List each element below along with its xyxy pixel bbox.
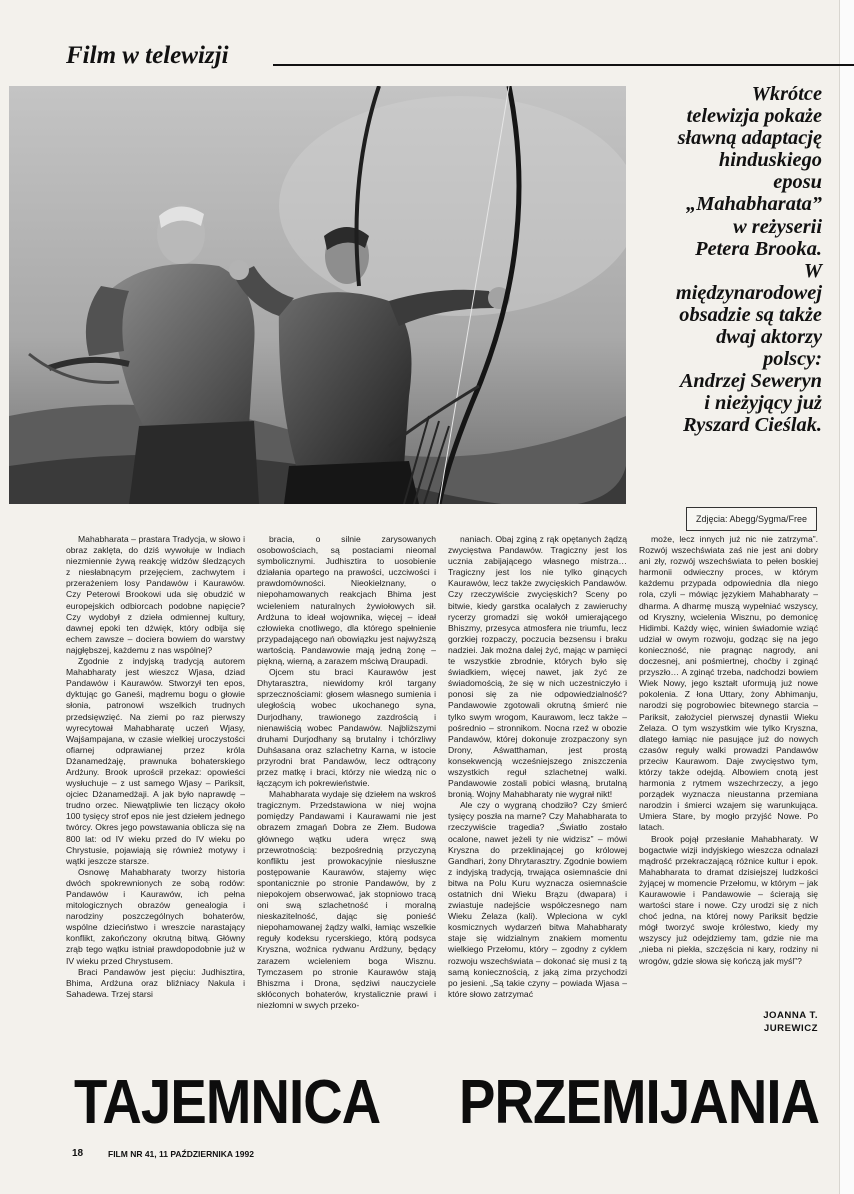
paragraph: Osnowę Mahabharaty tworzy historia dwóch spokrewnionych ze sobą rodów: Pandawów i Kaurawów, ich pełna mitologicznych obrazów genealogia i narodziny poszczególnych bohaterów, wspólne dzieciństwo i wreszcie narastający konflikt, zakończony okrutną bitwą. Główny zrąb tego wątku istniał prawdopodobnie już w IV wieku przed Chrystusem. [66,866,245,966]
author-name-line-2: JUREWICZ [763,1022,818,1034]
article-column-1 [66,534,245,1054]
headline-word-2: PRZEMIJANIA [459,1068,820,1137]
lead-line: telewizja pokaże [686,105,822,128]
lead-line: w reżyserii [733,215,822,238]
lead-line: hinduskiego [718,149,822,172]
article-headline [66,1066,818,1140]
lead-line: międzynarodowej [675,281,822,304]
paragraph: Braci Pandawów jest pięciu: Judhisztira, Bhima, Ardżuna oraz bliźniacy Nakula i Sahadewa. Trzej starsi [66,966,245,999]
paragraph: Zgodnie z indyjską tradycją autorem Mahabharaty jest wieszcz Wjasa, dziad Pandawów i Kaurawów. Stworzył ten epos, dyktując go Ganeśi, mądremu bogu o głowie słonia, patronowi wszelkich trudnych przedsięwzięć. Na ziemi po raz pierwszy wyrecytował Mahabharatę uczeń Wjasy, Wajśampajana, w czasie wielkiej uroczystości ofiarnej odprawianej przez króla Dżanamedżaję, prawnuka bohaterskiego Ardżuny. Brook uprościł przekaz: opowieści wysłuchuje – z ust samego Wjasy – Pariksit, ojciec Dżanamedżaji. A jak było naprawdę – trudno orzec. Niewątpliwie ten liczący około 100 tysięcy strof epos nie jest dziełem jednego twórcy. Okres jego powstawania oblicza się na 800 lat: od IV wieku przed do IV wieku po Chrystusie, pojawiają się również motywy i wątki jeszcze starsze. [66,656,245,866]
article-column-2 [257,534,436,1054]
lead-line: Andrzej Seweryn [679,370,822,393]
paragraph: bracia, o silnie zarysowanych osobowościach, są postaciami nieomal symbolicznymi. Judhisztira to uosobienie działania opartego na prawości, uczciwości i prawdomówności. Nieokiełznany, o niepohamowanych reakcjach Bhima jest wcieleniem naturalnych żywiołowych sił. Ardżuna to ideał wojownika, więcej – ideał człowieka cnotliwego, dla którego spełnienie przypadającego nań obowiązku jest najwyższą wartością. Pandawowie mają jedną żonę – piękną, wierną, a zarazem mściwą Draupadi. [257,534,436,667]
paragraph: Mahabharata – prastara Tradycja, w słowo i obraz zaklęta, do dziś wywołuje w Indiach niezmiennie żywą reakcję widzów śledzących z niesłabnącym przejęciem, zachwytem i przerażeniem losy Pandawów i Kaurawów. Czy Peterowi Brookowi uda się obudzić w europejskich odbiorcach podobne napięcie? Czy wydobył z dzieła odmiennej kultury, dawnej epoki ten dźwięk, który odbija się echem zawsze – dociera bowiem do warstwy najgłębszej, każdemu z nas wspólnej? [66,534,245,655]
lead-line: obsadzie są także [679,303,822,326]
page-edge [839,0,854,1194]
paragraph: Mahabharata wydaje się dziełem na wskroś tragicznym. Przedstawiona w niej wojna pomiędzy Pandawami i Kaurawami nie jest obrazem zmagań Dobra ze Złem. Budowa głównego wątku udera wręcz swą przewrotnością: bezpośrednią przyczyną konfliktu jest prowokacyjnie niesłuszne postępowanie Kaurawów, stajemy więc spontanicznie po stronie Pandawów, by z niepokojem obserwować, jak stopniowo tracą oni swą szlachetność i moralną nieskazitelność, dając się ponieść niepohamowanej żądzy walki, łamiąc wszelkie reguły kodeksu rycerskiego, którą podsyca Kryszna, woźnica rydwanu Ardżuny, będący zarazem wcieleniem boga Wisznu. Tymczasem po stronie Kaurawów stają Bhiszma i Drona, sędziwi nauczyciele skłóconych bohaterów, krystalicznie prawi i niezłomni w swych przeko- [257,789,436,1010]
section-rule [273,64,854,66]
film-still-photo [9,86,626,504]
paragraph: naniach. Obaj zginą z rąk opętanych żądzą zwycięstwa Pandawów. Tragiczny jest los ucznia zabijającego własnego mistrza… Tragiczny jest los nie tylko ginących Kaurawów, lecz także zwycięskich Pandawów. Czy rzeczywiście zwycięskich? Sceny po bitwie, kiedy garstka ocalałych z zawieruchy rycerzy gromadzi się wokół umierającego Bhiszmy, przesyca atmosfera nie triumfu, lecz gorzkiej rozpaczy, poczucia bezsensu i braku nadziei. Jak można dalej żyć, mając w pamięci te wszystkie zbrodnie, których było się świadkiem, więcej nawet, jak żyć ze świadomością, że się w nich uczestniczyło i ponosi się za nie odpowiedzialność? Pandawowie zgotowali okrutną śmierć nie tylko swym wrogom, Kaurawom, lecz także – pośrednio – stronnikom. Nocna rzeź w obozie Pandawów, której dokonuje zrozpaczony syn Drony, Aśwatthaman, jest prostą konsekwencją wcześniejszego zniszczenia wszystkich reguł szlachetnej walki. Pandawowie zostali pobici własną, brutalną bronią. Wojny Mahabharaty nie wygrał nikt! [448,534,627,800]
headline-word-1: TAJEMNICA [74,1068,381,1137]
lead-paragraph [622,83,822,437]
section-title: Film w telewizji [66,42,229,69]
archers-photo-illustration [9,86,626,504]
article-column-3 [448,534,627,1054]
page-number: 18 [72,1148,84,1159]
paragraph: Brook pojął przesłanie Mahabharaty. W bogactwie wizji indyjskiego wieszcza odnalazł mądrość przekraczającą różnice kultur i epok. Mahabharata to dramat dzisiejszej ludzkości żyjącej w momencie Przełomu, w którym – jak Kaurawowie i Pandawowie – ścierają się wartości stare i nowe. Czy urodzi się z nich choć jedna, na której nowy Pariksit będzie mógł tworzyć swoje królestwo, kiedy my wszyscy już odejdziemy tam, gdzie nie ma „nieba ni piekła, szczęścia ni kary, rodziny ni wrogów, gdzie słowa się kończą jak myśl”? [639,833,818,966]
publication-info: FILM NR 41, 11 PAŹDZIERNIKA 1992 [108,1149,254,1159]
author-name-line-1: JOANNA T. [763,1010,818,1021]
lead-line: Petera Brooka. [695,237,822,260]
lead-line: i nieżyjący już [704,392,822,415]
paragraph: może, lecz innych już nic nie zatrzyma”. Rozwój wszechświata zaś nie jest ani dobry ani zły, rozwój wszechświata to pełen boskiej harmonii odwieczny proces, w którym każdemu przypada odpowiednia dla niego rola, czyli – mówiąc językiem Mahabharaty – dharma. A dharmę muszą wypełniać wszyscy, od Kryszny, wcielenia Wisznu, po demonicę Hidimbi. Każdy więc, winien świadomie wziąć udział w owym rozwoju, godząc się na jego konieczność, nie pragnąc nagrody, ani doczesnej, ani pośmiertnej, choćby i zginąć przyszło… A zginąć trzeba, nadchodzi bowiem Wiek Nowy, jego kształt uformują już nowe pokolenia. Z łona Uttary, żony Abhimanju, narodzi się pogrobowiec bitewnego starcia – Pariksit, założyciel pierwszej dynastii Wieku Żelaza. O tym wszystkim wie tylko Kryszna, dlatego łamiąc nie pasujące już do nowych czasów reguły walki prowadzi Pandawów przeciw Kaurawom. Daje zwycięstwo tym, którzy także odejdą. Albowiem cnotą jest harmonia z rytmem wszechrzeczy, a jego porządek wyznacza nieustanna przemiana narodzin i śmierci wzajem się warunkująca. Umiera Stare, by mogło przyjść Nowe. Po latach. [639,534,818,833]
article-body [66,534,818,1054]
author-byline [700,1010,818,1035]
lead-line: sławną adaptację [677,127,822,150]
lead-line: Ryszard Cieślak. [683,414,822,437]
lead-line: eposu [773,171,822,194]
lead-line: Wkrótce [751,83,822,105]
lead-line: W [803,259,822,282]
photo-credit: Zdjęcia: Abegg/Sygma/Free [686,507,817,531]
section-header [66,42,836,74]
lead-line: „Mahabharata” [686,193,822,216]
lead-line: polscy: [763,348,822,371]
article-column-4 [639,534,818,1054]
paragraph: Ojcem stu braci Kaurawów jest Dhytarasztra, niewidomy król targany sprzecznościami: głosem własnego sumienia i uległością wobec ukochanego syna, Durjodhany, trawionego zazdrością i nienawiścią wobec Pandawów. Najbliższymi druhami Durjodhany są brutalny i tchórzliwy Duhśasana oraz szlachetny Karna, w istocie przyrodni brat Pandawów, lecz odtrącony przez matkę i braci, którzy nie wiedzą nic o łączącym ich pokrewieństwie. [257,667,436,789]
page-footer [66,1148,466,1162]
lead-line: dwaj aktorzy [716,326,822,349]
paragraph: Ale czy o wygraną chodziło? Czy śmierć tysięcy poszła na marne? Czy Mahabharata to rzeczywiście tragedia? „Światło zostało ocalone, nawet jeżeli ty nie widzisz” – mówi Kryszna do przeklinającej go królowej Gandhari, żony Dhrytarasztry. Zgodnie bowiem z indyjską tradycją, trwająca osiemnaście dni bitwa na Polu Kuru wyznacza osiemnaście ostatnich dni Wieku Brązu (dwapara) i zwiastuje nadejście współczesnego nam Wieku Żelaza (kali). Wpleciona w cykl kosmicznych wydarzeń bitwa Mahabharaty staje się widzialnym znakiem momentu wielkiego Przełomu, który – zgodny z cyklem rozwoju wszechświata – dokonać się musi z tą samą koniecznością, z jaką zima przychodzi po jesieni. „Są takie czyny – powiada Wjasa – które słowo zatrzymać [448,800,627,999]
